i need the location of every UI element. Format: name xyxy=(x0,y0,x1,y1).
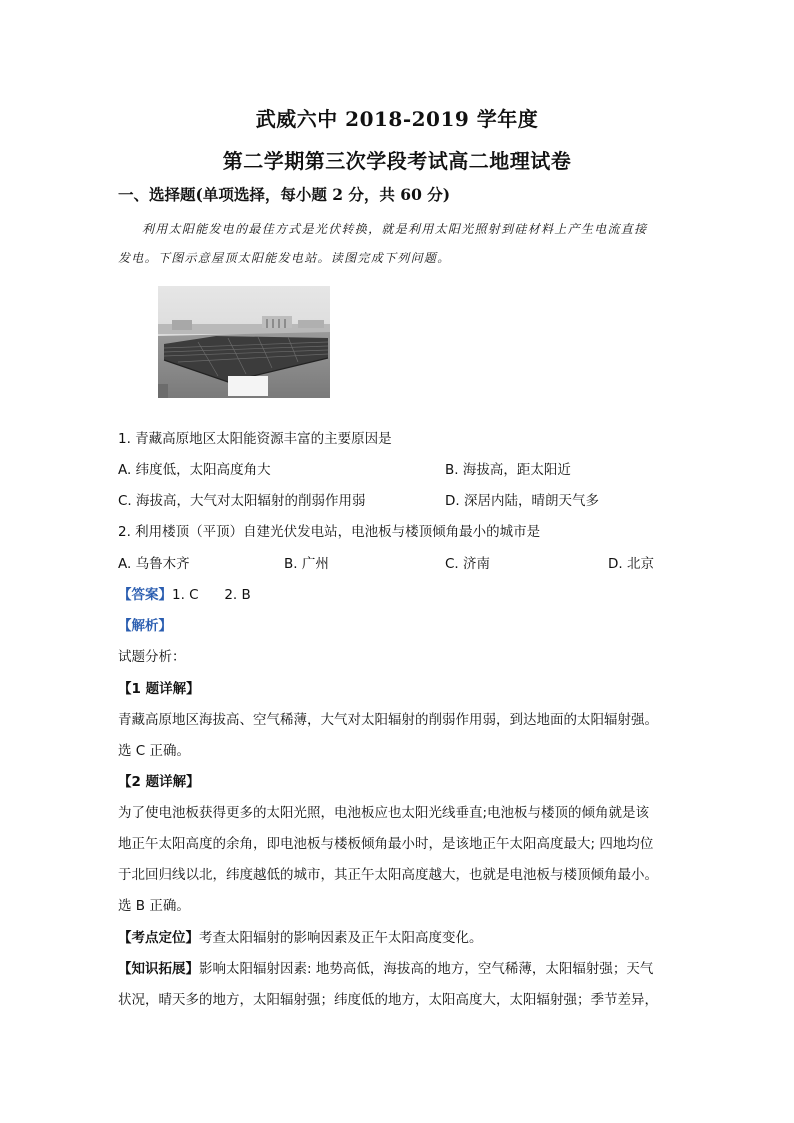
analysis-label: 【解析】 xyxy=(118,618,172,634)
answer-label: 【答案】 xyxy=(118,587,172,603)
q1-detail-line-1: 青藏高原地区海拔高、空气稀薄，大气对太阳辐射的削弱作用弱，到达地面的太阳辐射强。 xyxy=(118,712,658,728)
question-1-stem: 1. 青藏高原地区太阳能资源丰富的主要原因是 xyxy=(118,431,392,447)
answer-text: 1. C 2. B xyxy=(172,587,251,603)
section-heading: 一、选择题(单项选择，每小题 2 分，共 60 分) xyxy=(118,185,451,204)
kaodian-label: 【考点定位】 xyxy=(118,930,199,946)
q1-option-c: C. 海拔高，大气对太阳辐射的削弱作用弱 xyxy=(118,493,366,509)
q1-detail-line-2: 选 C 正确。 xyxy=(118,743,191,759)
q2-detail-line-2: 地正午太阳高度的余角，即电池板与楼板倾角最小时，是该地正午太阳高度最大; 四地均位 xyxy=(118,836,654,852)
exam-title-line1: 武威六中 2018-2019 学年度 xyxy=(255,107,539,131)
q2-detail-label: 【2 题详解】 xyxy=(118,774,200,790)
q2-detail-line-4: 选 B 正确。 xyxy=(118,898,190,914)
kaodian-line xyxy=(118,926,483,946)
intro-line-2: 发电。下图示意屋顶太阳能发电站。读图完成下列问题。 xyxy=(118,251,451,265)
q1-option-b: B. 海拔高，距太阳近 xyxy=(445,462,571,478)
question-2-stem: 2. 利用楼顶（平顶）自建光伏发电站，电池板与楼顶倾角最小的城市是 xyxy=(118,524,541,540)
q1-detail-label: 【1 题详解】 xyxy=(118,681,200,697)
intro-line-1: 利用太阳能发电的最佳方式是光伏转换，就是利用太阳光照射到硅材料上产生电流直接 xyxy=(142,222,648,236)
tuozhan-text-1: 影响太阳辐射因素: 地势高低，海拔高的地方，空气稀薄，太阳辐射强；天气 xyxy=(199,961,654,977)
rooftop-solar-panels-photo xyxy=(158,286,330,398)
q1-option-d: D. 深居内陆，晴朗天气多 xyxy=(445,493,599,509)
analysis-intro: 试题分析： xyxy=(118,649,186,665)
q2-detail-line-1: 为了使电池板获得更多的太阳光照，电池板应也太阳光线垂直;电池板与楼顶的倾角就是该 xyxy=(118,805,650,821)
q2-option-b: B. 广州 xyxy=(284,556,329,572)
tuozhan-line-2: 状况，晴天多的地方，太阳辐射强；纬度低的地方，太阳高度大，太阳辐射强；季节差异， xyxy=(118,992,658,1008)
exam-title-line2: 第二学期第三次学段考试高二地理试卷 xyxy=(222,149,572,173)
q2-option-a: A. 乌鲁木齐 xyxy=(118,556,190,572)
answer-line xyxy=(118,583,251,603)
q1-option-a: A. 纬度低，太阳高度角大 xyxy=(118,462,271,478)
kaodian-text: 考查太阳辐射的影响因素及正午太阳高度变化。 xyxy=(199,930,483,946)
tuozhan-line-1 xyxy=(118,957,653,977)
q2-detail-line-3: 于北回归线以北，纬度越低的城市，其正午太阳高度越大，也就是电池板与楼顶倾角最小。 xyxy=(118,867,658,883)
tuozhan-label: 【知识拓展】 xyxy=(118,961,199,977)
q2-option-c: C. 济南 xyxy=(445,556,491,572)
q2-option-d: D. 北京 xyxy=(608,556,654,572)
